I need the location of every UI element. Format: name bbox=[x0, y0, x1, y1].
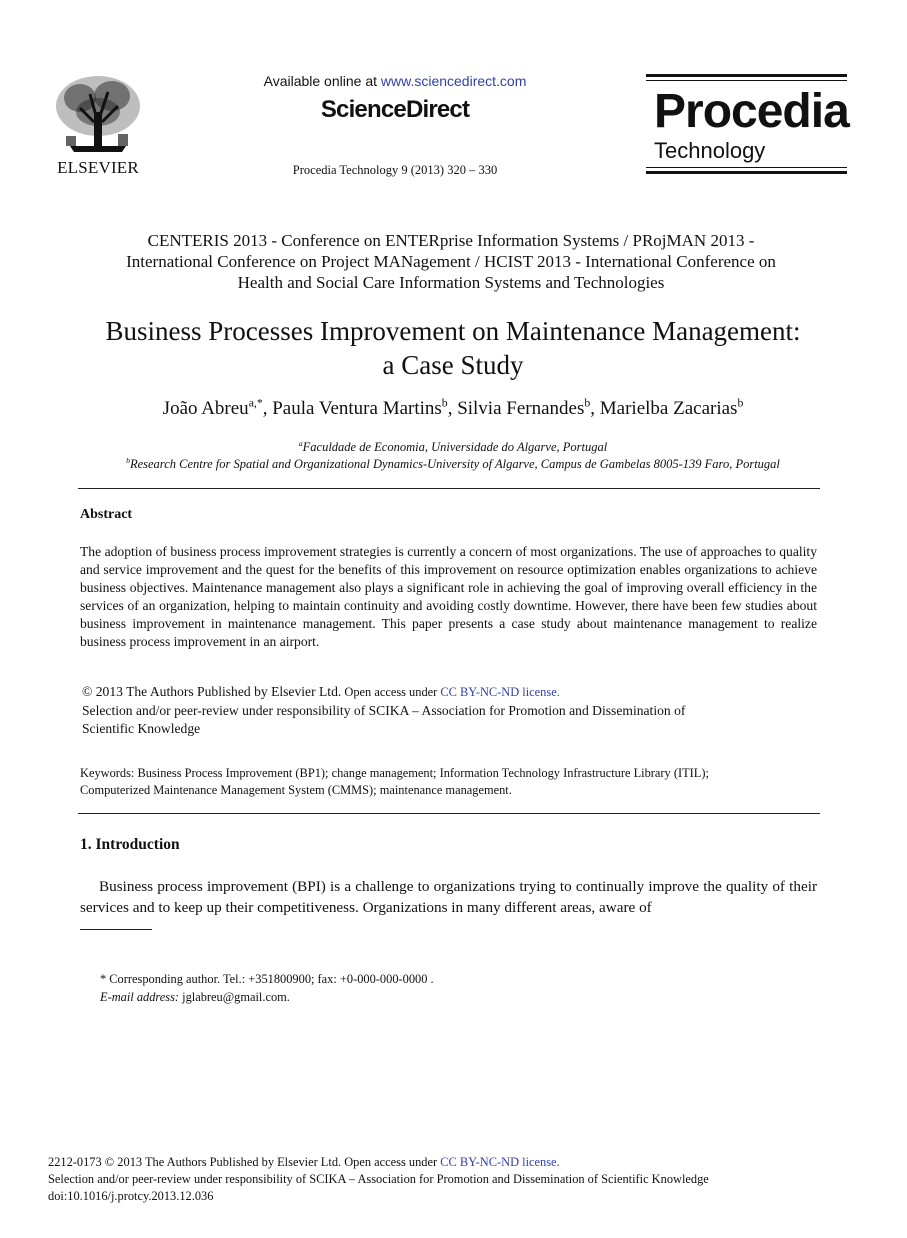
footer-license-link[interactable]: CC BY-NC-ND license. bbox=[440, 1155, 560, 1169]
page-footer bbox=[48, 1154, 868, 1205]
keywords-line: Keywords: Business Process Improvement (BP1); change management; Information Technology Infrastructure Library (ITIL); bbox=[80, 766, 709, 780]
introduction-body: Business process improvement (BPI) is a challenge to organizations trying to continually improve the quality of their services and to keep up their competitiveness. Organizations in many different areas, aware of bbox=[80, 878, 817, 916]
email-label: E-mail address: bbox=[100, 989, 180, 1004]
affiliation-text: Research Centre for Spatial and Organizational Dynamics-University of Algarve, Campus de Gambelas 8005-139 Faro, Portugal bbox=[129, 457, 780, 471]
author-name: Silvia Fernandes bbox=[457, 398, 585, 419]
conference-name bbox=[80, 230, 822, 293]
divider-top bbox=[78, 488, 820, 489]
footer-doi: doi:10.1016/j.protcy.2013.12.036 bbox=[48, 1189, 214, 1203]
footer-line bbox=[48, 1154, 868, 1171]
procedia-logo-sub: Technology bbox=[654, 138, 766, 163]
copyright-line bbox=[82, 683, 812, 702]
conference-line: CENTERIS 2013 - Conference on ENTERprise Information Systems / PRojMAN 2013 - bbox=[147, 231, 755, 250]
author-name: João Abreu bbox=[162, 398, 249, 419]
paper-title bbox=[60, 314, 846, 382]
author-name: Marielba Zacarias bbox=[599, 398, 738, 419]
sciencedirect-link[interactable]: www.sciencedirect.com bbox=[380, 73, 527, 89]
abstract-heading: Abstract bbox=[80, 507, 133, 522]
footnote-rule bbox=[80, 929, 152, 930]
footer-line: Selection and/or peer-review under responsibility of SCIKA – Association for Promotion and Dissemination of Scientific Knowledge bbox=[48, 1172, 709, 1186]
review-line: Selection and/or peer-review under responsibility of SCIKA – Association for Promotion and Dissemination of bbox=[82, 702, 686, 718]
author-list: João Abreu$^{a,*}$, Paula Ventura Martins$^b$, Silvia Fernandes$^b$, Marielba Zacarias$^b$ bbox=[162, 396, 744, 419]
affiliation-text: Faculdade de Economia, Universidade do Algarve, Portugal bbox=[302, 440, 608, 454]
section-heading-introduction: 1. Introduction bbox=[80, 836, 180, 853]
sciencedirect-brand: ScienceDirect bbox=[320, 96, 470, 123]
affiliation-sup: a bbox=[298, 438, 303, 448]
conference-line: Health and Social Care Information Systems and Technologies bbox=[237, 273, 665, 292]
journal-reference: Procedia Technology 9 (2013) 320 – 330 bbox=[292, 163, 498, 177]
affiliations bbox=[60, 439, 846, 473]
available-prefix: Available online at bbox=[263, 73, 381, 89]
title-line: Business Processes Improvement on Maintenance Management: bbox=[105, 316, 801, 346]
elsevier-wordmark: ELSEVIER bbox=[57, 158, 139, 177]
email-line bbox=[100, 989, 800, 1007]
abstract-body: The adoption of business process improvement strategies is currently a concern of most organizations. The use of approaches to quality and service improvement and the quest for the benefits of this improvement on resource optimization enables organizations to achieve business objectives. Maintenance management also plays a significant role in achieving the goal of improving overall efficiency in the services of an organization, helping to maintain continuity and avoiding costly downtime. However, there have been few studies about business improvement in maintenance management. This paper presents a case study about maintenance management to realize business process improvement in an airport. bbox=[80, 544, 817, 650]
divider-bottom bbox=[78, 813, 820, 814]
keywords bbox=[80, 765, 820, 799]
procedia-technology-logo bbox=[646, 74, 847, 176]
conference-line: International Conference on Project MANagement / HCIST 2013 - International Conference on bbox=[126, 252, 776, 271]
corresponding-author: * Corresponding author. Tel.: +351800900; fax: +0-000-000-0000 . bbox=[100, 972, 434, 986]
author-name: Paula Ventura Martins bbox=[272, 398, 442, 419]
available-online-line bbox=[250, 73, 540, 89]
keywords-line: Computerized Maintenance Management System (CMMS); maintenance management. bbox=[80, 783, 512, 797]
affiliation-sup: b bbox=[126, 455, 130, 465]
author-sup: b bbox=[584, 396, 591, 410]
footer-copyright: 2212-0173 © 2013 The Authors Published by Elsevier Ltd. Open access under bbox=[48, 1155, 441, 1169]
procedia-logo-name: Procedia bbox=[654, 85, 849, 138]
copyright-text: © 2013 The Authors Published by Elsevier Ltd. bbox=[82, 684, 342, 699]
review-line: Scientific Knowledge bbox=[82, 721, 201, 737]
author-sup: b bbox=[441, 396, 448, 410]
copyright-block bbox=[82, 683, 812, 739]
author-sup: a,* bbox=[248, 396, 263, 410]
affiliation-b bbox=[60, 456, 846, 473]
open-access-text: Open access under bbox=[341, 685, 441, 699]
author-sup: b bbox=[737, 396, 744, 410]
email-address[interactable]: jglabreu@gmail.com. bbox=[179, 989, 290, 1004]
title-line: a Case Study bbox=[382, 350, 524, 380]
license-link[interactable]: CC BY-NC-ND license. bbox=[440, 685, 560, 699]
affiliation-a bbox=[60, 439, 846, 456]
footnote bbox=[100, 971, 800, 1006]
